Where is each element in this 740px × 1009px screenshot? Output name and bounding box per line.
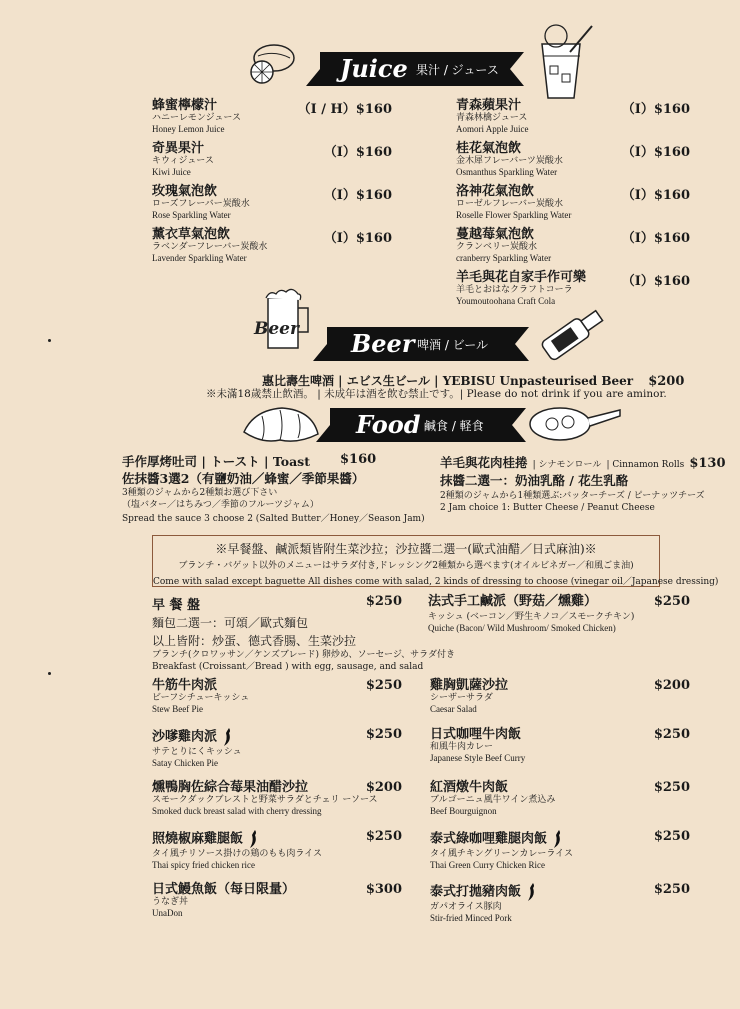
item-name: 燻鴨胸佐綜合莓果油醋沙拉 xyxy=(152,780,309,795)
menu-item xyxy=(152,141,392,178)
item-name: 泰式打拋豬肉飯 xyxy=(430,884,522,900)
item-jp: タイ風チリソース掛けの鶏のもも肉ライス xyxy=(152,849,323,859)
item-price: $250 xyxy=(653,829,690,844)
item-jp: ハニーレモンジュース xyxy=(152,113,241,123)
item-jp: スモークダックブレストと野菜サラダとチェリ ーソース xyxy=(152,795,378,805)
item-name: 日式咖哩牛肉飯 xyxy=(430,727,522,742)
menu-item xyxy=(456,227,690,264)
menu-item xyxy=(152,829,402,871)
item-en: Kiwi Juice xyxy=(152,167,191,177)
item-jp: キウィジュース xyxy=(152,156,214,166)
food-subtitle: 鹹食 / 軽食 xyxy=(424,419,484,433)
roll-en: 2 Jam choice 1: Butter Cheese / Peanut Cheese xyxy=(440,503,655,513)
breakfast-jp: ブランチ(クロワッサン／ケンズブレード) 卵炒め、ソーセージ、サラダ付き xyxy=(152,650,456,660)
menu-item xyxy=(428,594,690,634)
item-price: $250 xyxy=(365,829,402,844)
item-en: UnaDon xyxy=(152,908,183,918)
menu-item xyxy=(430,780,690,817)
toast-jp2: （塩バター／はちみつ／季節のフルーツジャム） xyxy=(122,500,319,510)
note-en: Come with salad except baguette All dishes come with salad, 2 kinds of dressing to choose (vinegar oil／Japanese dressing) xyxy=(153,577,719,587)
breakfast-line2: 以上皆附：炒蛋、德式香腸、生菜沙拉 xyxy=(152,634,357,648)
roll-jp-inline: シナモンロール xyxy=(538,460,602,470)
menu-item xyxy=(430,882,690,924)
item-price: $250 xyxy=(653,780,690,795)
juice-title: Juice xyxy=(340,54,408,83)
toast-item xyxy=(122,452,425,525)
breakfast-name: 早 餐 盤 xyxy=(152,598,201,613)
juice-banner xyxy=(306,52,524,86)
item-price: （I）$160 xyxy=(621,274,690,289)
item-jp: 金木犀フレーバーツ炭酸水 xyxy=(456,156,563,166)
item-jp: サテとりにくキッシュ xyxy=(152,747,242,757)
roll-jp: 2種類のジャムから1種類選ぶ:バッターチーズ / ピーナッツチーズ xyxy=(440,491,705,501)
item-jp: ガパオライス豚肉 xyxy=(430,902,502,912)
item-en: Stew Beef Pie xyxy=(152,704,203,714)
beer-age-note: ※未滿18歲禁止飲酒。 | 未成年は酒を飲む禁止です。| Please do not drink if you are aminor. xyxy=(206,388,667,400)
item-price: （I）$160 xyxy=(621,188,690,203)
item-jp: タイ風チキングリーンカレーライス xyxy=(430,849,574,859)
item-name: 青森蘋果汁 xyxy=(456,98,522,113)
item-price: （I）$160 xyxy=(621,102,690,117)
item-name: 玫瑰氣泡飲 xyxy=(152,184,218,199)
note-zh: ※早餐盤、鹹派類皆附生菜沙拉；沙拉醬二選一(歐式油醋／日式麻油)※ xyxy=(215,542,597,556)
item-en: Smoked duck breast salad with cherry dressing xyxy=(152,806,322,816)
item-en: cranberry Sparkling Water xyxy=(456,253,552,263)
item-price: $250 xyxy=(653,727,690,742)
item-en: Thai Green Curry Chicken Rice xyxy=(430,860,545,870)
frying-pan-illustration xyxy=(526,404,622,444)
item-en: Osmanthus Sparkling Water xyxy=(456,167,558,177)
item-en: Roselle Flower Sparkling Water xyxy=(456,210,572,220)
chili-icon xyxy=(551,829,563,849)
item-en: Quiche (Bacon/ Wild Mushroom/ Smoked Chicken) xyxy=(428,623,616,633)
item-name: 紅酒燉牛肉飯 xyxy=(430,780,509,795)
item-jp: ビーフシチューキッシュ xyxy=(152,693,250,703)
menu-item xyxy=(152,227,392,264)
beer-title: Beer xyxy=(351,329,415,358)
item-name: 泰式綠咖哩雞腿肉飯 xyxy=(430,831,548,847)
menu-item xyxy=(430,829,690,871)
toast-name: 手作厚烤吐司 | トースト | Toast xyxy=(122,454,310,469)
item-en: Lavender Sparkling Water xyxy=(152,253,247,263)
menu-item xyxy=(152,678,402,715)
item-name: 照燒椒麻雞腿飯 xyxy=(152,831,244,847)
toast-jp1: 3種類のジャムから2種類お選び下さい xyxy=(122,488,278,498)
breakfast-item xyxy=(152,594,456,673)
item-jp: 青森林檎ジュース xyxy=(456,113,528,123)
menu-item xyxy=(430,727,690,764)
item-price: （I）$160 xyxy=(323,231,392,246)
item-jp: クランベリー炭酸水 xyxy=(456,242,538,252)
item-jp: シーザーサラダ xyxy=(430,693,493,703)
item-en: Aomori Apple Juice xyxy=(456,124,529,134)
item-name: 沙嗲雞肉派 xyxy=(152,729,218,745)
toast-sauce: 佐抹醬3選2（有鹽奶油／蜂蜜／季節果醬） xyxy=(122,471,365,486)
croissant-illustration xyxy=(240,402,322,446)
item-name: 法式手工鹹派（野菇／燻雞） xyxy=(428,594,598,609)
menu-item xyxy=(152,98,392,135)
menu-item xyxy=(152,184,392,221)
item-en: Japanese Style Beef Curry xyxy=(430,753,526,763)
beer-line: 惠比壽生啤酒 | エビス生ビール | YEBISU Unpasteurised Beer xyxy=(262,374,634,388)
item-price: （I）$160 xyxy=(323,145,392,160)
item-price: （I）$160 xyxy=(621,231,690,246)
drink-glass-illustration xyxy=(530,22,602,102)
margin-dot xyxy=(48,672,51,675)
roll-item: 羊毛與花肉桂捲 | シナモンロール | Cinnamon Rolls $130 抹醬二選一：奶油乳酪 / 花生乳酪 2種類のジャムから1種類選ぶ:バッターチーズ / ピーナッツチーズ 2 Jam choice 1: Butter Cheese / Peanut Cheese xyxy=(440,455,726,513)
item-name: 蔓越莓氣泡飲 xyxy=(456,227,535,242)
chili-icon xyxy=(525,882,537,902)
breakfast-line1: 麵包二選一：可頌／歐式麵包 xyxy=(152,616,309,630)
beer-mug-illustration xyxy=(250,286,320,356)
menu-item xyxy=(152,882,402,919)
food-title: Food xyxy=(356,410,421,439)
item-price: $200 xyxy=(365,780,402,795)
item-name: 牛筋牛肉派 xyxy=(152,678,218,693)
item-en: Satay Chicken Pie xyxy=(152,758,218,768)
bottle-illustration xyxy=(534,300,614,364)
item-price: （I）$160 xyxy=(621,145,690,160)
beer-subtitle: 啤酒 / ビール xyxy=(417,338,488,352)
chili-icon xyxy=(221,727,233,747)
menu-item xyxy=(152,780,402,817)
item-name: 洛神花氣泡飲 xyxy=(456,184,535,199)
roll-name: 羊毛與花肉桂捲 xyxy=(440,455,528,470)
item-jp: うなぎ丼 xyxy=(152,897,189,907)
item-en: Beef Bourguignon xyxy=(430,806,497,816)
roll-sauce: 抹醬二選一：奶油乳酪 / 花生乳酪 xyxy=(440,473,629,488)
roll-en-inline: Cinnamon Rolls xyxy=(612,460,685,470)
margin-dot xyxy=(48,339,51,342)
item-jp: ラベンダーフレーバー炭酸水 xyxy=(152,242,268,252)
item-price: $250 xyxy=(653,882,690,897)
beer-badge-text: Beer xyxy=(254,319,299,339)
item-name: 蜂蜜檸檬汁 xyxy=(152,98,218,113)
juice-subtitle: 果汁 / ジュース xyxy=(416,63,499,77)
item-jp: 羊毛とおはなクラフトコーラ xyxy=(456,285,573,295)
item-en: Thai spicy fried chicken rice xyxy=(152,860,255,870)
breakfast-en: Breakfast (Croissant／Bread ) with egg, sausage, and salad xyxy=(152,662,424,672)
salad-note-box xyxy=(152,535,719,587)
item-price: （I）$160 xyxy=(323,188,392,203)
item-jp: ローゼルフレーバー炭酸水 xyxy=(456,199,564,209)
note-jp: ブランチ・バゲット以外のメニューはサラダ付き,ドレッシング2種類から選べます(オイルビネガー／和風ごま油) xyxy=(178,561,634,571)
lemon-illustration xyxy=(244,40,300,86)
item-jp: ブルゴーニュ風牛ワイン煮込み xyxy=(430,795,556,805)
beer-price: $200 xyxy=(648,374,685,389)
item-price: $300 xyxy=(365,882,402,897)
menu-item xyxy=(456,184,690,221)
beer-banner xyxy=(313,327,529,361)
item-jp: 和風牛肉カレー xyxy=(430,742,494,752)
item-name: 羊毛與花自家手作可樂 xyxy=(456,270,587,285)
menu-item xyxy=(152,727,402,769)
item-name: 桂花氣泡飲 xyxy=(456,141,522,156)
item-price: $250 xyxy=(365,727,402,742)
item-name: 日式鰻魚飯（每日限量） xyxy=(152,882,296,897)
item-jp: キッシュ (ベーコン／野生キノコ／スモークチキン) xyxy=(428,612,635,622)
menu-item xyxy=(430,678,690,715)
breakfast-price: $250 xyxy=(365,594,402,609)
item-en: Youmoutoohana Craft Cola xyxy=(456,296,556,306)
roll-price: $130 xyxy=(689,456,726,471)
item-price: $250 xyxy=(365,678,402,693)
menu-item xyxy=(456,98,690,135)
item-name: 奇異果汁 xyxy=(152,141,205,156)
item-en: Rose Sparkling Water xyxy=(152,210,231,220)
item-en: Stir-fried Minced Pork xyxy=(430,913,512,923)
chili-icon xyxy=(247,829,259,849)
toast-price: $160 xyxy=(340,452,377,467)
item-price: $250 xyxy=(653,594,690,609)
item-en: Caesar Salad xyxy=(430,704,477,714)
item-price: （I / H）$160 xyxy=(297,102,392,117)
item-price: $200 xyxy=(653,678,690,693)
item-name: 雞胸凱薩沙拉 xyxy=(430,678,509,693)
toast-en: Spread the sauce 3 choose 2 (Salted Butter／Honey／Season Jam) xyxy=(122,514,425,524)
item-jp: ローズフレーバー炭酸水 xyxy=(152,199,250,209)
item-en: Honey Lemon Juice xyxy=(152,124,225,134)
menu-item xyxy=(456,141,690,178)
item-name: 薰衣草氣泡飲 xyxy=(152,227,231,242)
food-banner xyxy=(316,408,526,442)
